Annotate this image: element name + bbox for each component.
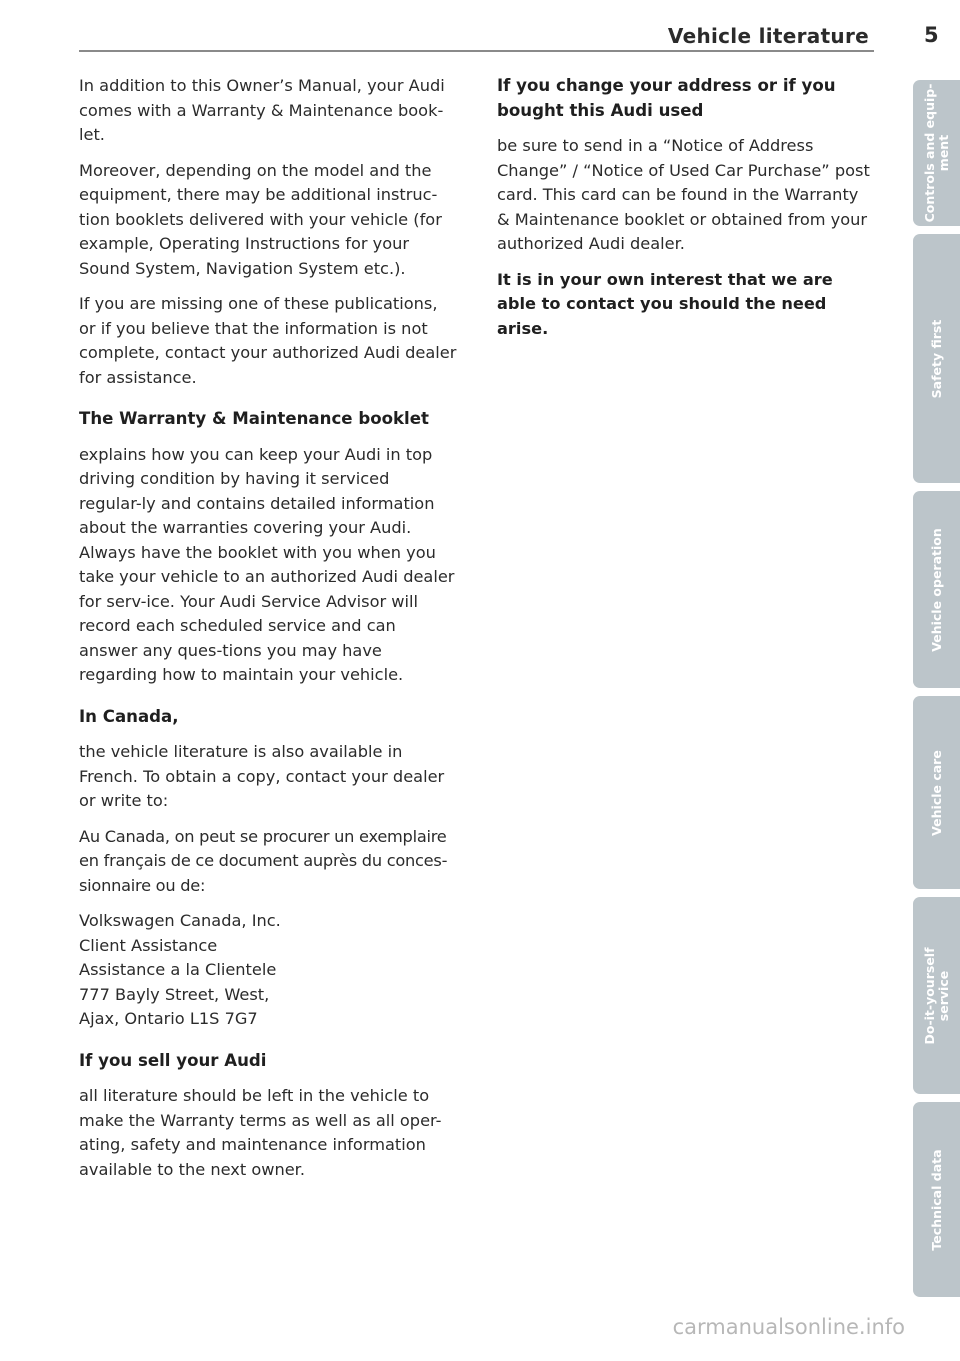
address-line: Client Assistance — [79, 935, 218, 955]
watermark: carmanualsonline.info — [672, 1315, 905, 1339]
french-paragraph: Au Canada, on peut se procurer un exemplaire en français de ce document auprès du conces-sionnaire ou de: — [79, 826, 448, 895]
tab-label: Do-it-yourself service — [921, 946, 951, 1045]
left-column — [79, 74, 457, 1193]
canada-heading: In Canada, — [79, 706, 179, 726]
address-change-heading: If you change your address or if you bought this Audi used — [497, 76, 836, 120]
tab-vehicle-operation[interactable] — [913, 491, 960, 688]
tab-do-it-yourself-service[interactable] — [913, 897, 960, 1094]
contact-interest-paragraph: It is in your own interest that we are able to contact you should the need arise. — [497, 269, 833, 338]
right-column — [497, 74, 875, 352]
missing-publications-paragraph: If you are missing one of these publications, or if you believe that the information is not complete, contact your authorized Audi dealer for assistance. — [79, 294, 457, 387]
running-title: Vehicle literature — [667, 24, 869, 48]
address-line: Assistance a la Clientele — [79, 960, 277, 979]
tab-label: Vehicle care — [928, 749, 944, 836]
tab-safety-first[interactable] — [913, 234, 960, 483]
address-change-paragraph: be sure to send in a “Notice of Address Change” / “Notice of Used Car Purchase” post card. This card can be found in the Warranty & Maintenance booklet or obtained from your authorized Audi dealer. — [497, 136, 870, 253]
tab-label: Technical data — [928, 1148, 944, 1251]
page-number: 5 — [924, 23, 939, 47]
canada-paragraph: the vehicle literature is also available in French. To obtain a copy, contact your dealer or write to: — [79, 742, 445, 810]
tab-label: Vehicle operation — [928, 527, 944, 652]
address-line: Ajax, Ontario L1S 7G7 — [79, 1009, 258, 1028]
sell-paragraph: all literature should be left in the vehicle to make the Warranty terms as well as all oper-ating, safety and maintenance information available to the next owner. — [79, 1086, 442, 1179]
tab-label: Controls and equip- ment — [921, 83, 951, 223]
tab-vehicle-care[interactable] — [913, 696, 960, 889]
tab-label: Safety first — [928, 319, 944, 398]
tab-controls-and-equipment[interactable] — [913, 80, 960, 226]
tab-technical-data[interactable] — [913, 1102, 960, 1297]
mailing-address — [79, 909, 457, 1032]
address-line: Volkswagen Canada, Inc. — [79, 911, 281, 930]
address-line: 777 Bayly Street, West, — [79, 984, 270, 1004]
warranty-heading: The Warranty & Maintenance booklet — [79, 409, 429, 428]
header-rule — [79, 50, 874, 52]
sell-heading: If you sell your Audi — [79, 1050, 267, 1070]
warranty-paragraph: explains how you can keep your Audi in top driving condition by having it serviced regular-ly and contains detailed information about the warranties covering your Audi. Always have the booklet with you when you take your vehicle to an authorized Audi dealer for serv-ice. Your Audi Service Advisor will record each scheduled service and can answer any ques-tions you may have regarding how to maintain your vehicle. — [79, 444, 455, 684]
additional-booklets-paragraph: Moreover, depending on the model and the equipment, there may be additional instruc-tion booklets delivered with your vehicle (for example, Operating Instructions for your Sound System, Navigation System etc.). — [79, 160, 442, 278]
intro-paragraph: In addition to this Owner’s Manual, your Audi comes with a Warranty & Maintenance book-let. — [79, 76, 445, 144]
